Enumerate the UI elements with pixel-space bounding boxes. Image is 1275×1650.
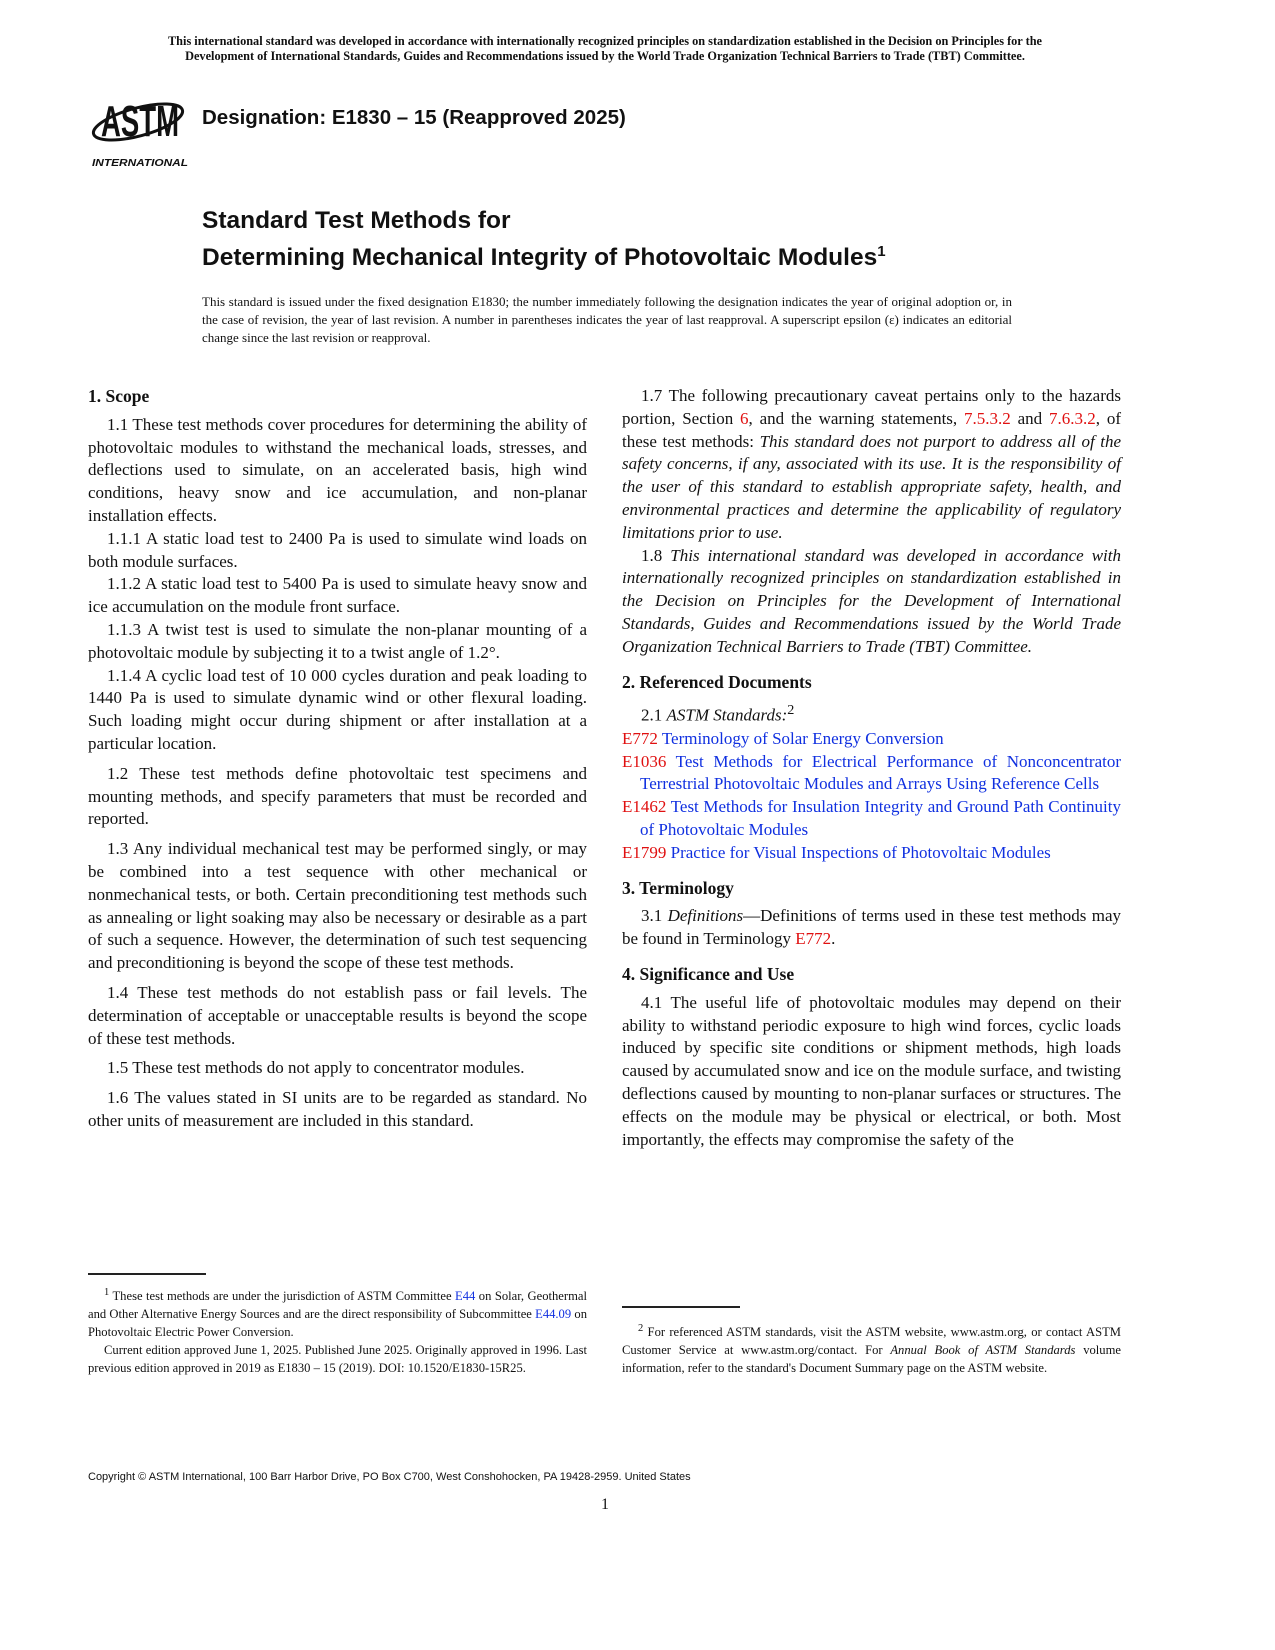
text-segment: 1.1.3 A twist test is used to simulate the non-planar mounting of a photovoltaic module by subjecting it to a twist angle of 1.2°. xyxy=(88,619,587,662)
section-heading xyxy=(622,963,1121,986)
text-segment: 1. Scope xyxy=(88,386,150,406)
text-segment: —Definitions of terms used in these test methods may be found in Terminology xyxy=(622,906,1122,949)
paragraph xyxy=(622,992,1121,1152)
text-segment: . xyxy=(831,929,836,949)
title-line-1: Standard Test Methods for xyxy=(202,207,511,234)
reference-link[interactable]: E44 xyxy=(455,1289,476,1304)
reference-link[interactable]: E1462 xyxy=(622,797,667,817)
reference-link[interactable]: Test Methods for Electrical Performance of Nonconcentrator Terrestrial Photovoltaic Modules and Arrays Using Reference Cells xyxy=(640,751,1121,794)
text-segment: 1.1.4 A cyclic load test of 10 000 cycles duration and peak loading to 1440 Pa is used to simulate dynamic wind or other flexural loading. Such loading might occur during shipment or after installation at a particular location. xyxy=(88,665,587,753)
text-segment: 1.4 These test methods do not establish pass or fail levels. The determination of acceptable or unacceptable results is beyond the scope of these test methods. xyxy=(88,982,587,1048)
text-segment: 3. Terminology xyxy=(622,877,734,898)
reference-link[interactable]: E44.09 xyxy=(535,1307,572,1322)
text-segment: 3.1 xyxy=(641,906,668,926)
text-segment: Annual Book of ASTM Standards xyxy=(890,1343,1076,1358)
reference-link[interactable]: Practice for Visual Inspections of Photovoltaic Modules xyxy=(666,842,1051,862)
paragraph xyxy=(88,619,587,665)
referenced-document xyxy=(622,842,1121,865)
text-segment: 4.1 The useful life of photovoltaic modules may depend on their ability to withstand periodic exposure to high wind forces, cyclic loads induced by specific site conditions or shipment methods, high loads caused by accumulated snow and ice on the module surface, and twisting deflections caused by mounting to non-planar surfaces or structures. The effects on the module may be physical or electrical, or both. Most importantly, the effects may compromise the safety of the xyxy=(622,992,1121,1149)
document-title xyxy=(202,205,886,273)
reference-link[interactable]: 7.5.3.2 xyxy=(964,408,1011,428)
referenced-document xyxy=(622,728,1121,751)
paragraph xyxy=(622,385,1121,545)
text-segment: 1.1.1 A static load test to 2400 Pa is used to simulate wind loads on both module surfaces. xyxy=(88,528,587,571)
paragraph xyxy=(622,545,1121,659)
text-segment: This international standard was developed in accordance with internationally recognized principles on standardization established in the Decision on Principles for the Development of International Standards, Guides and Recommendations issued by the World Trade Organization Technical Barriers to Trade (TBT) Committee. xyxy=(622,545,1121,656)
footnote-rule xyxy=(88,1273,206,1275)
footnote-paragraph xyxy=(622,1320,1121,1377)
reference-link[interactable]: 7.6.3.2 xyxy=(1049,408,1096,428)
logo-text: ASTM xyxy=(101,97,179,146)
reference-link[interactable]: 6 xyxy=(740,408,749,428)
text-segment: volume information, refer to the standard's Document Summary page on the ASTM website. xyxy=(622,1343,1121,1376)
reference-link[interactable]: E1799 xyxy=(622,842,667,862)
paragraph xyxy=(88,414,587,528)
title-line-2: Determining Mechanical Integrity of Photovoltaic Modules xyxy=(202,244,878,272)
paragraph xyxy=(88,838,587,975)
page-number: 1 xyxy=(601,1496,609,1513)
text-segment: 1.7 The following precautionary caveat pertains only to the hazards portion, Section xyxy=(622,386,1121,428)
paragraph xyxy=(88,573,587,619)
reference-link[interactable]: Terminology of Solar Energy Conversion xyxy=(657,728,944,748)
text-segment: on Photovoltaic Electric Power Conversion. xyxy=(88,1307,587,1340)
reference-link[interactable]: E772 xyxy=(622,728,658,748)
text-segment: 2 xyxy=(787,702,795,719)
copyright: Copyright © ASTM International, 100 Barr Harbor Drive, PO Box C700, West Conshohocken, PA 19428-2959. United States xyxy=(88,1471,691,1483)
text-segment: 2 xyxy=(638,1323,644,1334)
text-segment: 2. Referenced Documents xyxy=(622,671,812,692)
text-segment: Current edition approved June 1, 2025. Published June 2025. Originally approved in 1996. Last previous edition approved in 2019 as E1830 – 15 (2019). DOI: 10.1520/E1830-15R25. xyxy=(88,1343,587,1376)
paragraph xyxy=(88,763,587,831)
text-segment: and xyxy=(1010,408,1049,428)
text-segment: 1.3 Any individual mechanical test may be performed singly, or may be combined into a test sequence with other mechanical or nonmechanical tests, or both. Certain preconditioning test methods such as annealing or light soaking may also be necessary or desirable as a part of such a sequence. However, the determination of such test sequencing and preconditioning is beyond the scope of these test methods. xyxy=(88,839,587,973)
text-segment: on Solar, Geothermal and Other Alternative Energy Sources and are the direct responsibility of Subcommittee xyxy=(88,1289,587,1322)
paragraph xyxy=(88,665,587,756)
right-column xyxy=(622,385,1121,1151)
text-segment: 1.1 These test methods cover procedures for determining the ability of photovoltaic modules to withstand the mechanical loads, stresses, and deflections used to simulate, on an accelerated basis, high wind conditions, heavy snow and ice accumulation, and non-planar installation effects. xyxy=(88,414,587,525)
text-segment: , of these test methods: xyxy=(622,408,1122,451)
section-heading xyxy=(88,385,587,408)
paragraph xyxy=(88,1087,587,1133)
astm-logo xyxy=(90,84,190,170)
text-segment: 1.5 These test methods do not apply to concentrator modules. xyxy=(107,1058,525,1078)
paragraph xyxy=(622,905,1121,951)
text-segment: , and the warning statements, xyxy=(748,408,965,428)
issuance-note: This standard is issued under the fixed designation E1830; the number immediately following the designation indicates the year of original adoption or, in the case of revision, the year of last revision. A number in parentheses indicates the year of last reapproval. A superscript epsilon (ε) indicates an editorial change since the last revision or reapproval. xyxy=(202,294,1012,345)
paragraph xyxy=(88,1057,587,1080)
left-column xyxy=(88,385,587,1133)
text-segment: These test methods are under the jurisdiction of ASTM Committee xyxy=(109,1289,455,1304)
text-segment: 2.1 xyxy=(641,706,667,726)
text-segment: 4. Significance and Use xyxy=(622,963,795,984)
designation: Designation: E1830 – 15 (Reapproved 2025) xyxy=(202,106,626,129)
footnote-1 xyxy=(88,1284,587,1377)
reference-link[interactable]: E772 xyxy=(795,929,832,949)
section-heading xyxy=(622,877,1121,900)
referenced-document xyxy=(622,796,1121,842)
paragraph xyxy=(622,699,1121,727)
footnote-rule xyxy=(622,1306,740,1308)
text-segment: For referenced ASTM standards, visit the ASTM website, www.astm.org, or contact ASTM Customer Service at www.astm.org/contact. For xyxy=(622,1325,1121,1358)
text-segment: 1.6 The values stated in SI units are to be regarded as standard. No other units of measurement are included in this standard. xyxy=(88,1088,587,1130)
footnote-paragraph xyxy=(88,1341,587,1377)
notice-line: Development of International Standards, Guides and Recommendations issued by the World Trade Organization Technical Barriers to Trade (TBT) Committee. xyxy=(185,48,1025,63)
text-segment: 1.2 These test methods define photovoltaic test specimens and mounting methods, and specify parameters that must be recorded and reported. xyxy=(88,763,587,829)
text-segment: 1 xyxy=(104,1287,110,1298)
section-heading xyxy=(622,671,1121,694)
footnote-2 xyxy=(622,1320,1121,1377)
text-segment: This standard does not purport to address all of the safety concerns, if any, associated with its use. It is the responsibility of the user of this standard to establish appropriate safety, health, and environmental practices and determine the applicability of regulatory limitations prior to use. xyxy=(622,431,1121,542)
wto-notice xyxy=(88,34,1122,63)
title-footnote-mark: 1 xyxy=(877,243,886,260)
text-segment: 1.8 xyxy=(641,545,671,565)
notice-line: This international standard was developed in accordance with internationally recognized principles on standardization established in the Decision on Principles for the xyxy=(167,34,1043,48)
text-segment: ASTM Standards: xyxy=(666,706,788,726)
reference-link[interactable]: E1036 xyxy=(622,751,667,771)
logo-subtext: INTERNATIONAL xyxy=(92,157,188,169)
text-segment: 1.1.2 A static load test to 5400 Pa is used to simulate heavy snow and ice accumulation on the module front surface. xyxy=(88,574,587,617)
referenced-document xyxy=(622,751,1121,797)
paragraph xyxy=(88,982,587,1050)
text-segment: Definitions xyxy=(667,906,744,926)
footnote-paragraph xyxy=(88,1284,587,1341)
paragraph xyxy=(88,528,587,574)
reference-link[interactable]: Test Methods for Insulation Integrity and Ground Path Continuity of Photovoltaic Modules xyxy=(640,797,1121,839)
